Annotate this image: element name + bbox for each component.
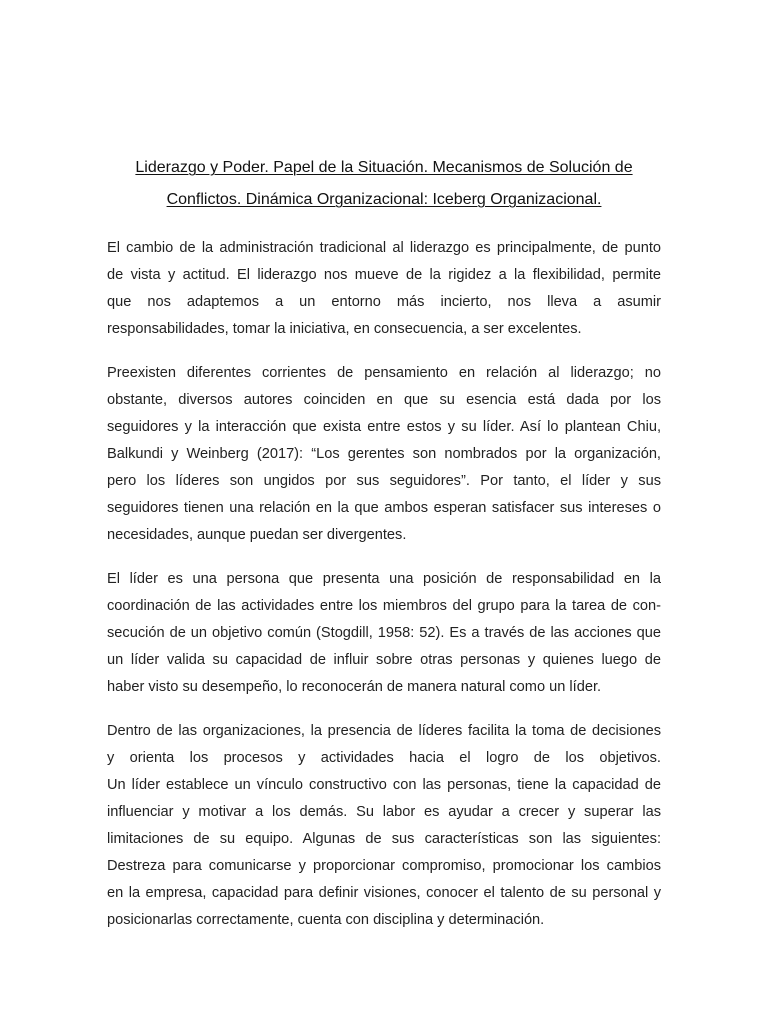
text-line: pero los líderes son ungidos por sus seguidores”. Por tanto, el líder y sus <box>107 473 661 489</box>
text-line: influenciar y motivar a los demás. Su labor es ayudar a crecer y superar las <box>107 804 661 820</box>
text-line: El cambio de la administración tradicional al liderazgo es principalmente, de punto <box>107 240 661 256</box>
text-line: haber visto su desempeño, lo reconocerán de manera natural como un líder. <box>107 679 602 695</box>
text-line: seguidores y la interacción que exista entre estos y su líder. Así lo plantean Chiu, <box>107 419 661 435</box>
paragraph-4 <box>107 718 661 934</box>
text-line: seguidores tienen una relación en la que ambos esperan satisfacer sus intereses o <box>107 500 661 516</box>
paragraph-1 <box>107 235 661 343</box>
text-line: y orienta los procesos y actividades hacia el logro de los objetivos. <box>107 750 661 766</box>
text-line: Destreza para comunicarse y proporcionar compromiso, promocionar los cambios <box>107 858 661 874</box>
text-line: coordinación de las actividades entre los miembros del grupo para la tarea de con- <box>107 598 661 614</box>
text-line: en la empresa, capacidad para definir visiones, conocer el talento de su personal y <box>107 885 661 901</box>
text-line: limitaciones de su equipo. Algunas de sus características son las siguientes: <box>107 831 661 847</box>
title-line: Liderazgo y Poder. Papel de la Situación. Mecanismos de Solución de <box>135 159 633 176</box>
text-line: Preexisten diferentes corrientes de pensamiento en relación al liderazgo; no <box>107 365 661 381</box>
paragraph-3 <box>107 566 661 701</box>
text-line: posicionarlas correctamente, cuenta con disciplina y determinación. <box>107 912 545 928</box>
text-line: un líder valida su capacidad de influir sobre otras personas y quienes luego de <box>107 652 661 668</box>
text-line: obstante, diversos autores coinciden en que su esencia está dada por los <box>107 392 661 408</box>
text-line: secución de un objetivo común (Stogdill, 1958: 52). Es a través de las acciones que <box>107 625 661 641</box>
text-line: Un líder establece un vínculo constructivo con las personas, tiene la capacidad de <box>107 777 661 793</box>
text-line: necesidades, aunque puedan ser divergentes. <box>107 527 407 543</box>
text-line: responsabilidades, tomar la iniciativa, en consecuencia, a ser excelentes. <box>107 321 582 337</box>
title-line: Conflictos. Dinámica Organizacional: Iceberg Organizacional. <box>166 191 602 208</box>
text-line: Dentro de las organizaciones, la presencia de líderes facilita la toma de decisiones <box>107 723 661 739</box>
text-line: que nos adaptemos a un entorno más incierto, nos lleva a asumir <box>107 294 661 310</box>
document-title <box>107 152 661 216</box>
text-line: El líder es una persona que presenta una posición de responsabilidad en la <box>107 571 661 587</box>
paragraph-2 <box>107 360 661 549</box>
text-line: de vista y actitud. El liderazgo nos mueve de la rigidez a la flexibilidad, permite <box>107 267 661 283</box>
text-line: Balkundi y Weinberg (2017): “Los gerentes son nombrados por la organización, <box>107 446 661 462</box>
